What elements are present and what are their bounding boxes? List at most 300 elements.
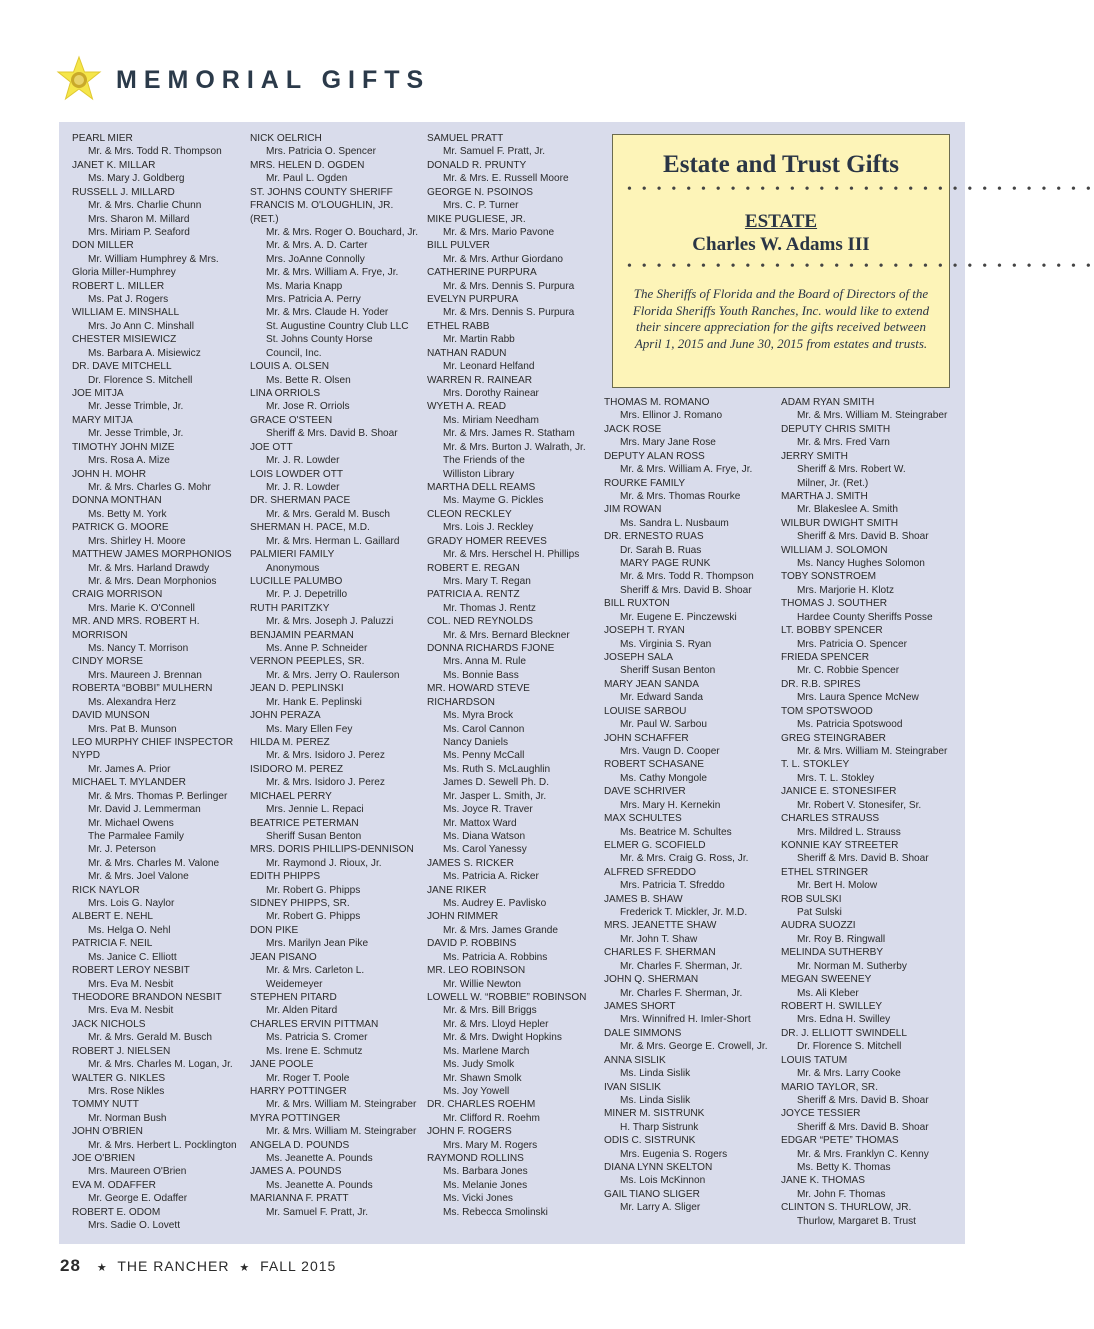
publication-name: THE RANCHER [117,1258,230,1274]
honoree-name: BILL RUXTON [604,598,670,610]
honoree-name: DONNA MONTHAN [72,495,162,507]
honoree-name: KONNIE KAY STREETER [781,839,899,851]
donor-name: Mr. & Mrs. Burton J. Walrath, Jr. [443,441,586,453]
donor-name: Mr. & Mrs. Mario Pavone [443,226,555,238]
honoree-name: ROBERT L. MILLER [72,280,165,292]
donor-name: Mr. & Mrs. Todd R. Thompson [620,571,754,583]
honoree-name: HILDA M. PEREZ [250,736,330,748]
honoree-name: ROBERT J. NIELSEN [72,1045,171,1057]
donor-name: Mr. & Mrs. William M. Steingraber [266,1099,417,1111]
honoree-name: CATHERINE PURPURA [427,267,537,279]
donor-name: Sheriff & Mrs. David B. Shoar [266,428,398,440]
donor-name: Mr. & Mrs. Herbert L. Pocklington [88,1139,237,1151]
honoree-name: DR. J. ELLIOTT SWINDELL [781,1027,908,1039]
honoree-name: FRANCIS M. O'LOUGHLIN, JR. [250,200,394,212]
donor-name: Mr. Clifford R. Roehm [443,1112,540,1124]
honoree-name: DAVID P. ROBBINS [427,938,517,950]
honoree-name: VERNON PEEPLES, SR. [250,656,365,668]
donor-name: The Friends of the [443,455,525,467]
donor-name: Council, Inc. [266,347,322,359]
donor-name: Ms. Diana Watson [443,830,526,842]
donor-name: Mrs. Jo Ann C. Minshall [88,320,195,332]
donor-name: Ms. Mary J. Goldberg [88,173,185,185]
donor-name: Mr. & Mrs. Charles M. Valone [88,857,220,869]
honoree-name: RUTH PARITZKY [250,602,330,614]
issue-label: FALL 2015 [260,1258,337,1274]
donor-name: Ms. Joyce R. Traver [443,804,533,816]
honoree-name: CRAIG MORRISON [72,589,163,601]
donor-name: Mr. & Mrs. James R. Statham [443,428,575,440]
donor-name: Mrs. Eva M. Nesbit [88,978,174,990]
donor-name: Mr. Paul L. Ogden [266,173,348,185]
donor-name: H. Tharp Sistrunk [620,1121,699,1133]
honoree-name: EVA M. ODAFFER [72,1179,156,1191]
donor-name: Ms. Rebecca Smolinski [443,1206,548,1218]
honoree-name: EDGAR “PETE” THOMAS [781,1135,899,1147]
donor-name: Mr. Hank E. Peplinski [266,696,362,708]
donor-name: Ms. Patricia A. Robbins [443,951,548,963]
donor-name: Mr. James A. Prior [88,763,171,775]
honoree-name: SAMUEL PRATT [427,133,504,144]
donor-name: Dr. Florence S. Mitchell [88,374,193,386]
donor-name: Mr. & Mrs. Carleton L. [266,965,365,977]
donor-name: Mrs. Dorothy Rainear [443,388,539,400]
honoree-name: COL. NED REYNOLDS [427,616,534,628]
honoree-name: JOHN H. MOHR [72,468,147,480]
honoree-name: ANGELA D. POUNDS [250,1139,350,1151]
honoree-name: DAVID MUNSON [72,710,150,722]
names-column-5 [781,396,947,1228]
donor-name: Mrs. Marie K. O'Connell [88,602,195,614]
honoree-name: TIMOTHY JOHN MIZE [72,441,175,453]
honoree-name: PATRICIA F. NEIL [72,938,153,950]
donor-name: Mrs. Patricia A. Perry [266,294,361,306]
donor-name: Ms. Carol Yanessy [443,844,527,856]
donor-name: Mr. Michael Owens [88,817,174,829]
donor-name: Mr. P. J. Depetrillo [266,589,348,601]
honoree-name: LUCILLE PALUMBO [250,575,343,587]
honoree-name: TOBY SONSTROEM [781,571,876,583]
honoree-name: CLEON RECKLEY [427,508,512,520]
donor-name: Mr. Raymond J. Rioux, Jr. [266,857,382,869]
footer-star-2: ★ [239,1262,251,1274]
donor-name: Mr. & Mrs. Harland Drawdy [88,562,210,574]
donor-name: Ms. Patricia Spotswood [797,719,903,731]
donor-name: Mr. Willie Newton [443,978,521,990]
donor-name: Dr. Sarah B. Ruas [620,544,702,556]
donor-name: Mrs. Maureen J. Brennan [88,669,202,681]
honoree-name: ELMER G. SCOFIELD [604,839,706,851]
donor-name: Mr. & Mrs. William M. Steingraber [266,1126,417,1138]
honoree-name: JANE K. THOMAS [781,1175,865,1187]
donor-name: Ms. Mayme G. Pickles [443,495,544,507]
donor-name: Mrs. Eugenia S. Rogers [620,1148,728,1160]
donor-name: Mr. Charles F. Sherman, Jr. [620,960,743,972]
donor-name: Mr. Paul W. Sarbou [620,719,707,731]
donor-name: Mrs. Patricia O. Spencer [797,638,907,650]
honoree-name: CHESTER MISIEWICZ [72,334,177,346]
honoree-name: ETHEL STRINGER [781,866,869,878]
donor-name: Mr. & Mrs. A. D. Carter [266,240,368,252]
donor-name: Mr. Samuel F. Pratt, Jr. [443,146,546,158]
honoree-name: JOE OTT [250,441,293,453]
honoree-name: LOUIS A. OLSEN [250,361,330,373]
honoree-name: PALMIERI FAMILY [250,549,335,561]
honoree-name: RAYMOND ROLLINS [427,1153,524,1165]
donor-name: Mr. Mattox Ward [443,817,517,829]
donor-name: Dr. Florence S. Mitchell [797,1041,902,1053]
donor-name: Mr. & Mrs. Isidoro J. Perez [266,777,385,789]
donor-name: Ms. Melanie Jones [443,1179,528,1191]
donor-name: Ms. Jeanette A. Pounds [266,1153,373,1165]
donor-name: Mrs. Marjorie H. Klotz [797,584,895,596]
donor-name: Mr. & Mrs. William M. Steingraber [797,410,948,422]
honoree-name: DR. R.B. SPIRES [781,678,861,690]
honoree-name: ANNA SISLIK [604,1054,666,1066]
donor-name: Mrs. Jennie L. Repaci [266,804,364,816]
donor-name: Ms. Helga O. Nehl [88,924,171,936]
donor-name: Ms. Penny McCall [443,750,525,762]
honoree-name: JAMES A. POUNDS [250,1166,342,1178]
donor-name: Mr. Leonard Helfand [443,361,535,373]
honoree-name: DEPUTY CHRIS SMITH [781,423,891,435]
honoree-name: ROBERT E. REGAN [427,562,520,574]
donor-name: Mr. & Mrs. Isidoro J. Perez [266,750,385,762]
honoree-name: RICHARDSON [427,696,495,708]
honoree-name: DR. ERNESTO RUAS [604,531,704,543]
donor-name: Mr. Norman M. Sutherby [797,960,907,972]
honoree-name: (RET.) [250,213,279,225]
donor-name: Mrs. Patricia T. Sfreddo [620,880,725,892]
honoree-name: BEATRICE PETERMAN [250,817,359,829]
honoree-name: ROBERT H. SWILLEY [781,1000,883,1012]
donor-name: Sheriff & Mrs. David B. Shoar [797,853,929,865]
donor-name: Ms. Pat J. Rogers [88,294,169,306]
donor-name: Mr. & Mrs. James Grande [443,924,558,936]
names-column-1 [72,132,237,1233]
donor-name: Mr. & Mrs. Thomas Rourke [620,490,741,502]
donor-name: Mr. Alden Pitard [266,1005,338,1017]
honoree-name: EVELYN PURPURA [427,294,519,306]
honoree-name: LOUISE SARBOU [604,705,687,717]
donor-name: Ms. Patricia A. Ricker [443,871,539,883]
page-footer [60,1256,336,1276]
names-column-3 [427,132,586,1219]
honoree-name: JOHN SCHAFFER [604,732,689,744]
donor-name: Ms. Janice C. Elliott [88,951,177,963]
honoree-name: RUSSELL J. MILLARD [72,186,175,198]
honoree-name: SIDNEY PHIPPS, SR. [250,898,350,910]
donor-name: Mrs. Miriam P. Seaford [88,226,190,238]
honoree-name: LINA ORRIOLS [250,388,321,400]
donor-name: Ms. Cathy Mongole [620,772,707,784]
donor-name: Mr. Eugene E. Pinczewski [620,611,737,623]
donor-name: Mr. Shawn Smolk [443,1072,522,1084]
honoree-name: TOM SPOTSWOOD [781,705,873,717]
donor-name: Mr. & Mrs. Herman L. Gaillard [266,535,400,547]
donor-name: Mr. & Mrs. Fred Varn [797,437,890,449]
honoree-name: GRADY HOMER REEVES [427,535,547,547]
donor-name: Sheriff & Mrs. David B. Shoar [797,1094,929,1106]
donor-name: Ms. Barbara Jones [443,1166,528,1178]
donor-name: Mr. & Mrs. William M. Steingraber [797,745,948,757]
honoree-name: MARIANNA F. PRATT [250,1193,349,1205]
honoree-name: DONNA RICHARDS FJONE [427,643,555,655]
donor-name: Mrs. Eva M. Nesbit [88,1005,174,1017]
honoree-name: ADAM RYAN SMITH [781,397,875,408]
honoree-name: JOE MITJA [72,388,124,400]
honoree-name: ISIDORO M. PEREZ [250,763,344,775]
honoree-name: ROBERT E. ODOM [72,1206,161,1218]
honoree-name: ROURKE FAMILY [604,477,686,489]
dotted-divider-2: • • • • • • • • • • • • • • • • • • • • • • • • • • • • • • • • [627,259,1094,274]
honoree-name: ODIS C. SISTRUNK [604,1135,696,1147]
donor-name: St. Augustine Country Club LLC [266,320,409,332]
donor-name: Sheriff Susan Benton [266,830,362,842]
names-column-2 [250,132,418,1219]
donor-name: Mr. J. R. Lowder [266,481,340,493]
honoree-name: MAX SCHULTES [604,813,682,825]
donor-name: Mrs. Shirley H. Moore [88,535,186,547]
donor-name: Mr. & Mrs. Jerry O. Raulerson [266,669,400,681]
honoree-name: BILL PULVER [427,240,490,252]
donor-name: Mr. Charles F. Sherman, Jr. [620,987,743,999]
donor-name: Mr. & Mrs. Franklyn C. Kenny [797,1148,929,1160]
donor-name: Mr. Robert G. Phipps [266,911,361,923]
donor-name: Sheriff Susan Benton [620,665,716,677]
donor-name: Ms. Nancy T. Morrison [88,643,189,655]
honoree-name: MR. AND MRS. ROBERT H. [72,616,200,628]
donor-name: Ms. Miriam Needham [443,414,539,426]
donor-name: Mr. & Mrs. Gerald M. Busch [266,508,390,520]
donor-name: Mr. Thomas J. Rentz [443,602,536,614]
honoree-name: JACK ROSE [604,423,662,435]
donor-name: Mrs. Edna H. Swilley [797,1014,891,1026]
honoree-name: MIKE PUGLIESE, JR. [427,213,526,225]
honoree-name: T. L. STOKLEY [781,759,850,771]
donor-name: Mrs. C. P. Turner [443,200,519,212]
donor-name: Mr. Jasper L. Smith, Jr. [443,790,547,802]
honoree-name: WYETH A. READ [427,401,507,413]
honoree-name: TOMMY NUTT [72,1099,139,1111]
donor-name: Mr. Robert V. Stonesifer, Sr. [797,799,922,811]
donor-name: Mr. & Mrs. Herschel H. Phillips [443,549,580,561]
donor-name: Mr. & Mrs. William A. Frye, Jr. [620,464,753,476]
honoree-name: MR. LEO ROBINSON [427,965,526,977]
donor-name: Mr. Bert H. Molow [797,880,878,892]
donor-name: Mr. John F. Thomas [797,1188,886,1200]
donor-name: Ms. Ruth S. McLaughlin [443,763,551,775]
donor-name: Mr. Jesse Trimble, Jr. [88,428,184,440]
donor-name: Mr. Jesse Trimble, Jr. [88,401,184,413]
dotted-divider: • • • • • • • • • • • • • • • • • • • • • • • • • • • • • • • • [627,182,1094,197]
donor-name: Mr. J. Peterson [88,844,156,856]
honoree-name: NICK OELRICH [250,133,322,144]
honoree-name: LOUIS TATUM [781,1054,848,1066]
honoree-name: NYPD [72,750,101,762]
honoree-name: GREG STEINGRABER [781,732,886,744]
honoree-name: JOSEPH SALA [604,652,674,664]
donor-name: Mr. & Mrs. Roger O. Bouchard, Jr. [266,226,419,238]
honoree-name: DR. SHERMAN PACE [250,495,351,507]
honoree-name: JOHN RIMMER [427,911,499,923]
donor-name: Ms. Nancy Hughes Solomon [797,558,925,570]
honoree-name: STEPHEN PITARD [250,992,337,1003]
donor-name: Pat Sulski [797,907,842,919]
honoree-name: PATRICK G. MOORE [72,522,169,534]
donor-name: Mr. & Mrs. E. Russell Moore [443,173,569,185]
honoree-name: ETHEL RABB [427,320,490,332]
honoree-name: MARTHA DELL REAMS [427,481,536,493]
honoree-name: FRIEDA SPENCER [781,652,870,664]
donor-name: Ms. Alexandra Herz [88,696,177,708]
donor-name: Mrs. Patricia O. Spencer [266,146,376,158]
honoree-name: MATTHEW JAMES MORPHONIOS [72,549,232,561]
honoree-name: MELINDA SUTHERBY [781,947,884,959]
honoree-name: JAMES SHORT [604,1000,676,1012]
honoree-name: ROBERTA “BOBBI” MULHERN [72,683,213,695]
donor-name: Mr. David J. Lemmerman [88,804,201,816]
honoree-name: IVAN SISLIK [604,1081,662,1093]
donor-name: Mr. Norman Bush [88,1112,167,1124]
donor-name: Mrs. Maureen O'Brien [88,1166,187,1178]
donor-name: Ms. Myra Brock [443,710,514,722]
honoree-name: MRS. JEANETTE SHAW [604,920,717,932]
donor-name: Mrs. Laura Spence McNew [797,692,919,704]
honoree-name: GAIL TIANO SLIGER [604,1188,700,1200]
footer-star: ★ [96,1262,108,1274]
honoree-name: CLINTON S. THURLOW, JR. [781,1202,912,1214]
estate-name: Charles W. Adams III [692,234,870,255]
honoree-name: PEARL MIER [72,133,133,144]
donor-name: Mrs. Lois G. Naylor [88,898,175,910]
honoree-name: JANICE E. STONESIFER [781,786,897,798]
donor-name: Mr. Roy B. Ringwall [797,933,886,945]
donor-name: Sheriff & Mrs. David B. Shoar [797,531,929,543]
page-title: MEMORIAL GIFTS [116,66,431,94]
donor-name: Ms. Maria Knapp [266,280,343,292]
donor-name: MARY PAGE RUNK [620,558,711,570]
honoree-name: DON MILLER [72,240,134,252]
donor-name: Mr. Martin Rabb [443,334,515,346]
honoree-name: DR. DAVE MITCHELL [72,361,172,373]
honoree-name: JANE POOLE [250,1059,314,1071]
honoree-name: MRS. DORIS PHILLIPS-DENNISON [250,844,414,856]
donor-name: Ms. Audrey E. Pavlisko [443,898,547,910]
honoree-name: JOE O'BRIEN [72,1153,136,1165]
donor-name: Mrs. Mary M. Rogers [443,1139,538,1151]
donor-name: Ms. Anne P. Schneider [266,643,368,655]
donor-name: Weidemeyer [266,978,323,990]
honoree-name: RICK NAYLOR [72,884,140,896]
donor-name: Nancy Daniels [443,736,509,748]
honoree-name: MARY JEAN SANDA [604,678,699,690]
donor-name: St. Johns County Horse [266,334,373,346]
donor-name: Mrs. Mary H. Kernekin [620,799,721,811]
honoree-name: NATHAN RADUN [427,347,507,359]
donor-name: Ms. Judy Smolk [443,1059,515,1071]
donor-name: Mr. Roger T. Poole [266,1072,350,1084]
donor-name: Ms. Marlene March [443,1045,530,1057]
honoree-name: CHARLES ERVIN PITTMAN [250,1018,379,1030]
donor-name: Mrs. Lois J. Reckley [443,522,534,534]
honoree-name: CHARLES STRAUSS [781,813,880,825]
honoree-name: MR. HOWARD STEVE [427,683,530,695]
honoree-name: PATRICIA A. RENTZ [427,589,520,601]
donor-name: Mr. Larry A. Sliger [620,1202,701,1214]
donor-name: Mrs. T. L. Stokley [797,772,875,784]
honoree-name: JIM ROWAN [604,504,662,516]
donor-name: Milner, Jr. (Ret.) [797,477,869,489]
honoree-name: ST. JOHNS COUNTY SHERIFF [250,186,393,198]
donor-name: The Parmalee Family [88,830,184,842]
honoree-name: DR. CHARLES ROEHM [427,1099,536,1111]
honoree-name: MORRISON [72,629,128,641]
donor-name: Ms. Linda Sislik [620,1094,691,1106]
honoree-name: JOHN Q. SHERMAN [604,974,699,986]
honoree-name: ALFRED SFREDDO [604,866,696,878]
estate-trust-box [612,134,1094,388]
honoree-name: JANE RIKER [427,884,487,896]
donor-name: Mr. & Mrs. Bernard Bleckner [443,629,570,641]
donor-name: Sheriff & Mrs. David B. Shoar [620,584,752,596]
honoree-name: JAMES S. RICKER [427,857,514,869]
donor-name: Mr. J. R. Lowder [266,455,340,467]
honoree-name: LT. BOBBY SPENCER [781,625,883,637]
honoree-name: DAVE SCHRIVER [604,786,686,798]
donor-name: Mr. & Mrs. Larry Cooke [797,1068,901,1080]
donor-name: Ms. Bette R. Olsen [266,374,351,386]
honoree-name: JERRY SMITH [781,450,848,462]
donor-name: Mrs. Ellinor J. Romano [620,410,723,422]
donor-name: Mr. & Mrs. Joseph J. Paluzzi [266,616,394,628]
honoree-name: ALBERT E. NEHL [72,911,153,923]
donor-name: Ms. Irene E. Schmutz [266,1045,363,1057]
honoree-name: CINDY MORSE [72,656,144,668]
honoree-name: WALTER G. NIKLES [72,1072,166,1084]
donor-name: Ms. Sandra L. Nusbaum [620,517,729,529]
donor-name: Ms. Carol Cannon [443,723,525,735]
donor-name: Ms. Jeanette A. Pounds [266,1179,373,1191]
donor-name: Mr. Robert G. Phipps [266,884,361,896]
donor-name: Ms. Beatrice M. Schultes [620,826,732,838]
honoree-name: JACK NICHOLS [72,1018,146,1030]
honoree-name: WILLIAM E. MINSHALL [72,307,180,319]
honoree-name: DIANA LYNN SKELTON [604,1162,713,1174]
honoree-name: JOHN PERAZA [250,710,321,722]
donor-name: Ms. Barbara A. Misiewicz [88,347,201,359]
donor-name: Mr. George E. Odaffer [88,1193,188,1205]
donor-name: Mrs. JoAnne Connolly [266,253,365,265]
donor-name: Ms. Patricia S. Cromer [266,1032,368,1044]
donor-name: Ms. Linda Sislik [620,1068,691,1080]
donor-name: Mr. & Mrs. Dwight Hopkins [443,1032,562,1044]
donor-name: Ms. Betty K. Thomas [797,1162,891,1174]
donor-name: Mr. & Mrs. Lloyd Hepler [443,1018,549,1030]
donor-name: Thurlow, Margaret B. Trust [797,1215,916,1227]
honoree-name: THOMAS M. ROMANO [604,397,710,408]
donor-name: Mr. & Mrs. William A. Frye, Jr. [266,267,399,279]
honoree-name: JANET K. MILLAR [72,159,156,171]
donor-name: Ms. Bonnie Bass [443,669,519,681]
donor-name: Mr. Edward Sanda [620,692,704,704]
donor-name: Anonymous [266,562,320,574]
donor-name: Ms. Ali Kleber [797,987,859,999]
estate-box-title: Estate and Trust Gifts [663,151,899,178]
donor-name: Mrs. Marilyn Jean Pike [266,938,369,950]
donor-name: Mr. & Mrs. Charles G. Mohr [88,481,211,493]
honoree-name: WILBUR DWIGHT SMITH [781,517,899,529]
